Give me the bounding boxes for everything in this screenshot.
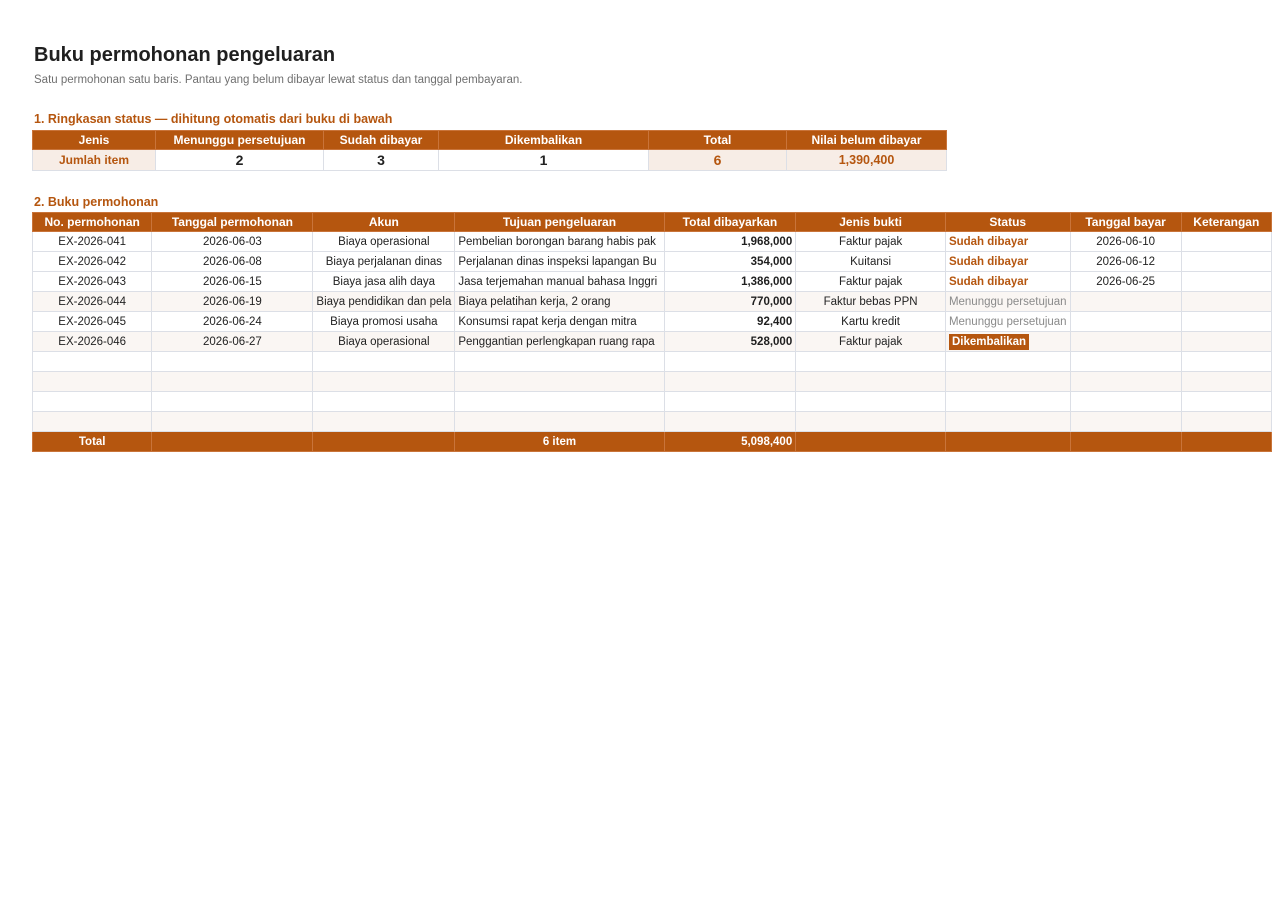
request-date-cell[interactable]: 2026-06-24 xyxy=(152,312,313,332)
summary-waiting-cell[interactable]: 2 xyxy=(156,150,324,171)
ledger-header-cell[interactable]: Akun xyxy=(313,213,455,232)
empty-cell[interactable] xyxy=(455,412,664,432)
table-row xyxy=(33,252,1272,272)
proof-type-cell[interactable]: Faktur pajak xyxy=(796,332,946,352)
status-cell[interactable]: Sudah dibayar xyxy=(945,232,1070,252)
purpose-cell[interactable]: Perjalanan dinas inspeksi lapangan Bu xyxy=(455,252,664,272)
table-row xyxy=(33,312,1272,332)
empty-cell[interactable] xyxy=(1181,352,1271,372)
ledger-heading: 2. Buku permohonan xyxy=(34,195,159,209)
empty-cell[interactable] xyxy=(33,352,152,372)
note-cell[interactable] xyxy=(1181,292,1271,312)
ledger-header-cell[interactable]: Status xyxy=(945,213,1070,232)
request-number-cell[interactable]: EX-2026-046 xyxy=(33,332,152,352)
ledger-header-cell[interactable]: Tanggal bayar xyxy=(1070,213,1181,232)
empty-cell[interactable] xyxy=(796,392,946,412)
purpose-cell[interactable]: Biaya pelatihan kerja, 2 orang xyxy=(455,292,664,312)
empty-cell[interactable] xyxy=(664,372,796,392)
empty-cell[interactable] xyxy=(1181,412,1271,432)
status-cell[interactable]: Sudah dibayar xyxy=(945,272,1070,292)
empty-row xyxy=(33,352,1272,372)
total-empty-cell[interactable] xyxy=(796,432,946,452)
request-number-cell[interactable]: EX-2026-044 xyxy=(33,292,152,312)
amount-cell[interactable]: 92,400 xyxy=(664,312,796,332)
empty-cell[interactable] xyxy=(152,392,313,412)
empty-cell[interactable] xyxy=(664,392,796,412)
empty-cell[interactable] xyxy=(313,412,455,432)
ledger-header-cell[interactable]: Tanggal permohonan xyxy=(152,213,313,232)
status-cell[interactable]: Menunggu persetujuan xyxy=(945,312,1070,332)
ledger-header-cell[interactable]: No. permohonan xyxy=(33,213,152,232)
empty-cell[interactable] xyxy=(33,412,152,432)
total-amount-cell[interactable]: 5,098,400 xyxy=(664,432,796,452)
request-date-cell[interactable]: 2026-06-03 xyxy=(152,232,313,252)
paid-date-cell[interactable] xyxy=(1070,332,1181,352)
empty-cell[interactable] xyxy=(1181,392,1271,412)
total-row xyxy=(33,432,1272,452)
status-badge: Dikembalikan xyxy=(949,334,1029,350)
summary-header-row xyxy=(33,131,947,150)
total-empty-cell[interactable] xyxy=(1181,432,1271,452)
request-number-cell[interactable]: EX-2026-042 xyxy=(33,252,152,272)
summary-total-cell[interactable]: 6 xyxy=(649,150,787,171)
request-number-cell[interactable]: EX-2026-041 xyxy=(33,232,152,252)
ledger-header-cell[interactable]: Total dibayarkan xyxy=(664,213,796,232)
ledger-header-cell[interactable]: Jenis bukti xyxy=(796,213,946,232)
proof-type-cell[interactable]: Kuitansi xyxy=(796,252,946,272)
request-date-cell[interactable]: 2026-06-15 xyxy=(152,272,313,292)
summary-header-cell[interactable]: Jenis xyxy=(33,131,156,150)
summary-header-cell[interactable]: Dikembalikan xyxy=(439,131,649,150)
summary-header-cell[interactable]: Menunggu persetujuan xyxy=(156,131,324,150)
request-number-cell[interactable]: EX-2026-043 xyxy=(33,272,152,292)
summary-table xyxy=(32,130,947,171)
total-empty-cell[interactable] xyxy=(152,432,313,452)
empty-cell[interactable] xyxy=(796,352,946,372)
empty-cell[interactable] xyxy=(945,372,1070,392)
total-empty-cell[interactable] xyxy=(945,432,1070,452)
empty-cell[interactable] xyxy=(1181,372,1271,392)
request-date-cell[interactable]: 2026-06-27 xyxy=(152,332,313,352)
empty-cell[interactable] xyxy=(664,412,796,432)
purpose-cell[interactable]: Konsumsi rapat kerja dengan mitra xyxy=(455,312,664,332)
summary-header-cell[interactable]: Nilai belum dibayar xyxy=(787,131,947,150)
ledger-header-cell[interactable]: Tujuan pengeluaran xyxy=(455,213,664,232)
proof-type-cell[interactable]: Kartu kredit xyxy=(796,312,946,332)
empty-cell[interactable] xyxy=(1070,352,1181,372)
summary-unpaid-value-cell[interactable]: 1,390,400 xyxy=(787,150,947,171)
account-cell[interactable]: Biaya pendidikan dan pela xyxy=(313,292,455,312)
summary-label-cell[interactable]: Jumlah item xyxy=(33,150,156,171)
purpose-cell[interactable]: Jasa terjemahan manual bahasa Inggri xyxy=(455,272,664,292)
empty-cell[interactable] xyxy=(1070,392,1181,412)
purpose-cell[interactable]: Penggantian perlengkapan ruang rapa xyxy=(455,332,664,352)
proof-type-cell[interactable]: Faktur pajak xyxy=(796,232,946,252)
request-date-cell[interactable]: 2026-06-19 xyxy=(152,292,313,312)
ledger-header-row xyxy=(33,213,1272,232)
note-cell[interactable] xyxy=(1181,312,1271,332)
empty-cell[interactable] xyxy=(152,372,313,392)
paid-date-cell[interactable] xyxy=(1070,292,1181,312)
empty-row xyxy=(33,412,1272,432)
empty-cell[interactable] xyxy=(945,392,1070,412)
status-cell[interactable]: Menunggu persetujuan xyxy=(945,292,1070,312)
empty-cell[interactable] xyxy=(455,392,664,412)
empty-cell[interactable] xyxy=(455,372,664,392)
ledger-header-cell[interactable]: Keterangan xyxy=(1181,213,1271,232)
account-cell[interactable]: Biaya jasa alih daya xyxy=(313,272,455,292)
proof-type-cell[interactable]: Faktur bebas PPN xyxy=(796,292,946,312)
total-empty-cell[interactable] xyxy=(1070,432,1181,452)
empty-row xyxy=(33,372,1272,392)
account-cell[interactable]: Biaya perjalanan dinas xyxy=(313,252,455,272)
request-number-cell[interactable]: EX-2026-045 xyxy=(33,312,152,332)
table-row xyxy=(33,272,1272,292)
amount-cell[interactable]: 528,000 xyxy=(664,332,796,352)
empty-cell[interactable] xyxy=(313,352,455,372)
empty-cell[interactable] xyxy=(796,372,946,392)
summary-returned-cell[interactable]: 1 xyxy=(439,150,649,171)
summary-header-cell[interactable]: Sudah dibayar xyxy=(324,131,439,150)
account-cell[interactable]: Biaya operasional xyxy=(313,232,455,252)
empty-cell[interactable] xyxy=(33,392,152,412)
empty-row xyxy=(33,392,1272,412)
total-empty-cell[interactable] xyxy=(313,432,455,452)
paid-date-cell[interactable] xyxy=(1070,312,1181,332)
paid-date-cell[interactable]: 2026-06-25 xyxy=(1070,272,1181,292)
empty-cell[interactable] xyxy=(33,372,152,392)
account-cell[interactable]: Biaya operasional xyxy=(313,332,455,352)
empty-cell[interactable] xyxy=(152,352,313,372)
request-date-cell[interactable]: 2026-06-08 xyxy=(152,252,313,272)
proof-type-cell[interactable]: Faktur pajak xyxy=(796,272,946,292)
empty-cell[interactable] xyxy=(1070,372,1181,392)
page-subtitle: Satu permohonan satu baris. Pantau yang belum dibayar lewat status dan tanggal pembayaran. xyxy=(34,74,523,86)
empty-cell[interactable] xyxy=(796,412,946,432)
purpose-cell[interactable]: Pembelian borongan barang habis pak xyxy=(455,232,664,252)
note-cell[interactable] xyxy=(1181,332,1271,352)
status-cell[interactable] xyxy=(945,332,1070,352)
account-cell[interactable]: Biaya promosi usaha xyxy=(313,312,455,332)
empty-cell[interactable] xyxy=(664,352,796,372)
empty-cell[interactable] xyxy=(945,412,1070,432)
paid-date-cell[interactable]: 2026-06-12 xyxy=(1070,252,1181,272)
note-cell[interactable] xyxy=(1181,252,1271,272)
status-cell[interactable]: Sudah dibayar xyxy=(945,252,1070,272)
empty-cell[interactable] xyxy=(1070,412,1181,432)
table-row xyxy=(33,232,1272,252)
total-label-cell[interactable]: Total xyxy=(33,432,152,452)
total-count-cell[interactable]: 6 item xyxy=(455,432,664,452)
page-title: Buku permohonan pengeluaran xyxy=(34,44,336,66)
summary-header-cell[interactable]: Total xyxy=(649,131,787,150)
amount-cell[interactable]: 1,386,000 xyxy=(664,272,796,292)
table-row xyxy=(33,332,1272,352)
summary-row xyxy=(33,150,947,171)
amount-cell[interactable]: 354,000 xyxy=(664,252,796,272)
amount-cell[interactable]: 1,968,000 xyxy=(664,232,796,252)
note-cell[interactable] xyxy=(1181,272,1271,292)
empty-cell[interactable] xyxy=(945,352,1070,372)
table-row xyxy=(33,292,1272,312)
ledger-table xyxy=(32,212,1272,452)
empty-cell[interactable] xyxy=(152,412,313,432)
paid-date-cell[interactable]: 2026-06-10 xyxy=(1070,232,1181,252)
empty-cell[interactable] xyxy=(455,352,664,372)
summary-paid-cell[interactable]: 3 xyxy=(324,150,439,171)
empty-cell[interactable] xyxy=(313,392,455,412)
note-cell[interactable] xyxy=(1181,232,1271,252)
empty-cell[interactable] xyxy=(313,372,455,392)
amount-cell[interactable]: 770,000 xyxy=(664,292,796,312)
summary-heading: 1. Ringkasan status — dihitung otomatis dari buku di bawah xyxy=(34,112,393,126)
